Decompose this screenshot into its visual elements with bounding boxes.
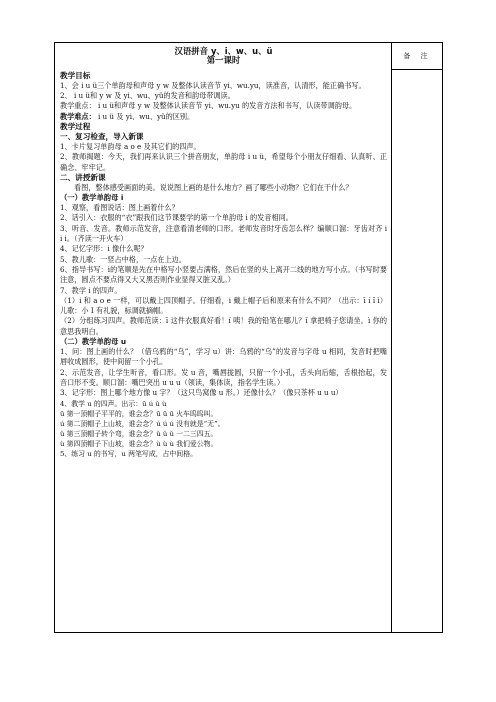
- part-i-item: 6、指导书写：i的笔顺是先在中格写小竖要占满格，然后在竖的头上离开二线的地方写小点。（书写时要注意，圆点不要点得又大又黑否则作业显得又脏又乱。）: [60, 264, 387, 285]
- part-i-item: 2、话引入：衣服的“衣”跟我们这节课要学的第一个单韵母 i 的发音相同。: [60, 213, 293, 223]
- section2-heading: 二、讲授新课: [60, 172, 106, 182]
- difficulty-label: 教学难点：: [60, 111, 96, 121]
- section1-item: 2、教师揭题：今天，我们再来认识三个拼音朋友，单韵母 i u ü，希望每个小朋友仔细看、认真听、正确念、牢牢记。: [60, 152, 387, 172]
- part-u-heading: （二）教学单韵母 u: [60, 337, 127, 347]
- part-u-item: 5、练习 u 的书写，u 两笔写成，占中间格。: [60, 450, 197, 458]
- lesson-plan-content: [60, 47, 387, 459]
- part-u-item: 3、记字形：图上哪个地方像 u 字？（这只鸟窝像 u 形。）还像什么？（像只茶杯 u u u）: [60, 388, 343, 398]
- part-i-item: 3、听音、发音。教师示范发音，注意看清老师的口形。老师发音时牙齿怎么样？编顺口溜：牙齿对齐 i i i。（齐读一开火车）: [60, 223, 387, 244]
- section1-heading: 一、复习检查，导入新课: [60, 132, 144, 141]
- part-i-item: （1）i 和 a o e 一样，可以戴上四顶帽子。仔细看，i 戴上帽子后和原来有什么不同？（出示：ī í ǐ ì）儿歌：小 I 有礼貌，标调就摘帽。: [60, 295, 387, 316]
- lesson-plan-table: [54, 42, 443, 633]
- lesson-title: 汉语拼音 y、i、w、u、ü: [174, 46, 273, 56]
- lesson-subtitle: 第一课时: [206, 55, 241, 66]
- difficulty-line: [60, 112, 387, 122]
- part-u-tone-line: ú 第二顶帽子上山坡，谁会念？ú ú ú 没有就是“无”。: [60, 419, 225, 428]
- part-u-tone-line: ù 第四顶帽子下山坡，谁会念？ù ù ù 我们爱公物。: [60, 439, 218, 448]
- part-u-item: 4、教学 u 的四声。出示：ū ú ǔ ù: [60, 399, 167, 408]
- goals-heading: 教学目标: [60, 70, 91, 80]
- part-i-item: 1、观察，看图说话：图上画着什么？: [60, 203, 179, 213]
- goal-item: 2、 i u ü和 y w 及 yi、wu、yü的发音和韵母带调读。: [60, 91, 235, 101]
- part-u-item: 1、问：图上画的什么？（借乌鸦的“乌”，学习 u）讲：乌鸦的“乌”的发音与字母 u 相同，发音时把嘴唇收成圆形，使中间留一个小孔。: [60, 347, 387, 367]
- section2-intro: 看图，整体感受画面的美。说说图上画的是什么地方？画了哪些小动物？它们在干什么？: [74, 182, 353, 192]
- column-divider: [391, 43, 392, 632]
- section1-item: 1、卡片复习单韵母 a o e 及其它们的四声。: [60, 142, 201, 151]
- goal-item: 1、会 i u ü三个单韵母和声母 y w 及整体认读音节 yi、wu.yu，读准音，认清形，能正确书写。: [60, 80, 366, 90]
- process-heading: 教学过程: [60, 122, 91, 131]
- part-u-tone-line: ǔ 第三顶帽子转个弯，谁会念？ǔ ǔ ǔ 一二三四五。: [60, 429, 218, 438]
- part-i-item: （2）分组练习四声。教师范读：ī 这件衣服真好看！í 咦！我的铅笔在哪儿？ǐ 拿把椅子您请坐。ì 你的意思我明白。: [60, 316, 387, 336]
- part-u-item: 2、示范发音，让学生听音，看口形。发 u 音，嘴唇拢圆，只留一个小孔，舌头向后缩，舌根抬起，发音口形不变。顺口溜：嘴巴突出 u u u（领读，集体读，指名学生读。）: [60, 367, 387, 387]
- part-u-tone-line: ū 第一顶帽子平平的，谁会念？ū ū ū 火车呜呜叫。: [60, 409, 218, 418]
- part-i-item: 7、教学 i 的四声。: [60, 285, 122, 295]
- part-i-item: 5、教儿歌：一竖占中格，一点在上边。: [60, 254, 186, 264]
- notes-column-header: 备 注: [392, 43, 443, 70]
- difficulty-text: i u ü 及 yi、wu、yü的区别。: [95, 111, 195, 121]
- part-i-heading: （一）教学单韵母 i: [60, 193, 124, 203]
- part-i-item: 4、记忆字形：i 像什么呢？: [60, 244, 148, 254]
- key-points: 教学重点： i u ü和声母 y w 及整体认读音节 yi、wu.yu 的发音方法和书写，认读带调韵母。: [60, 101, 357, 111]
